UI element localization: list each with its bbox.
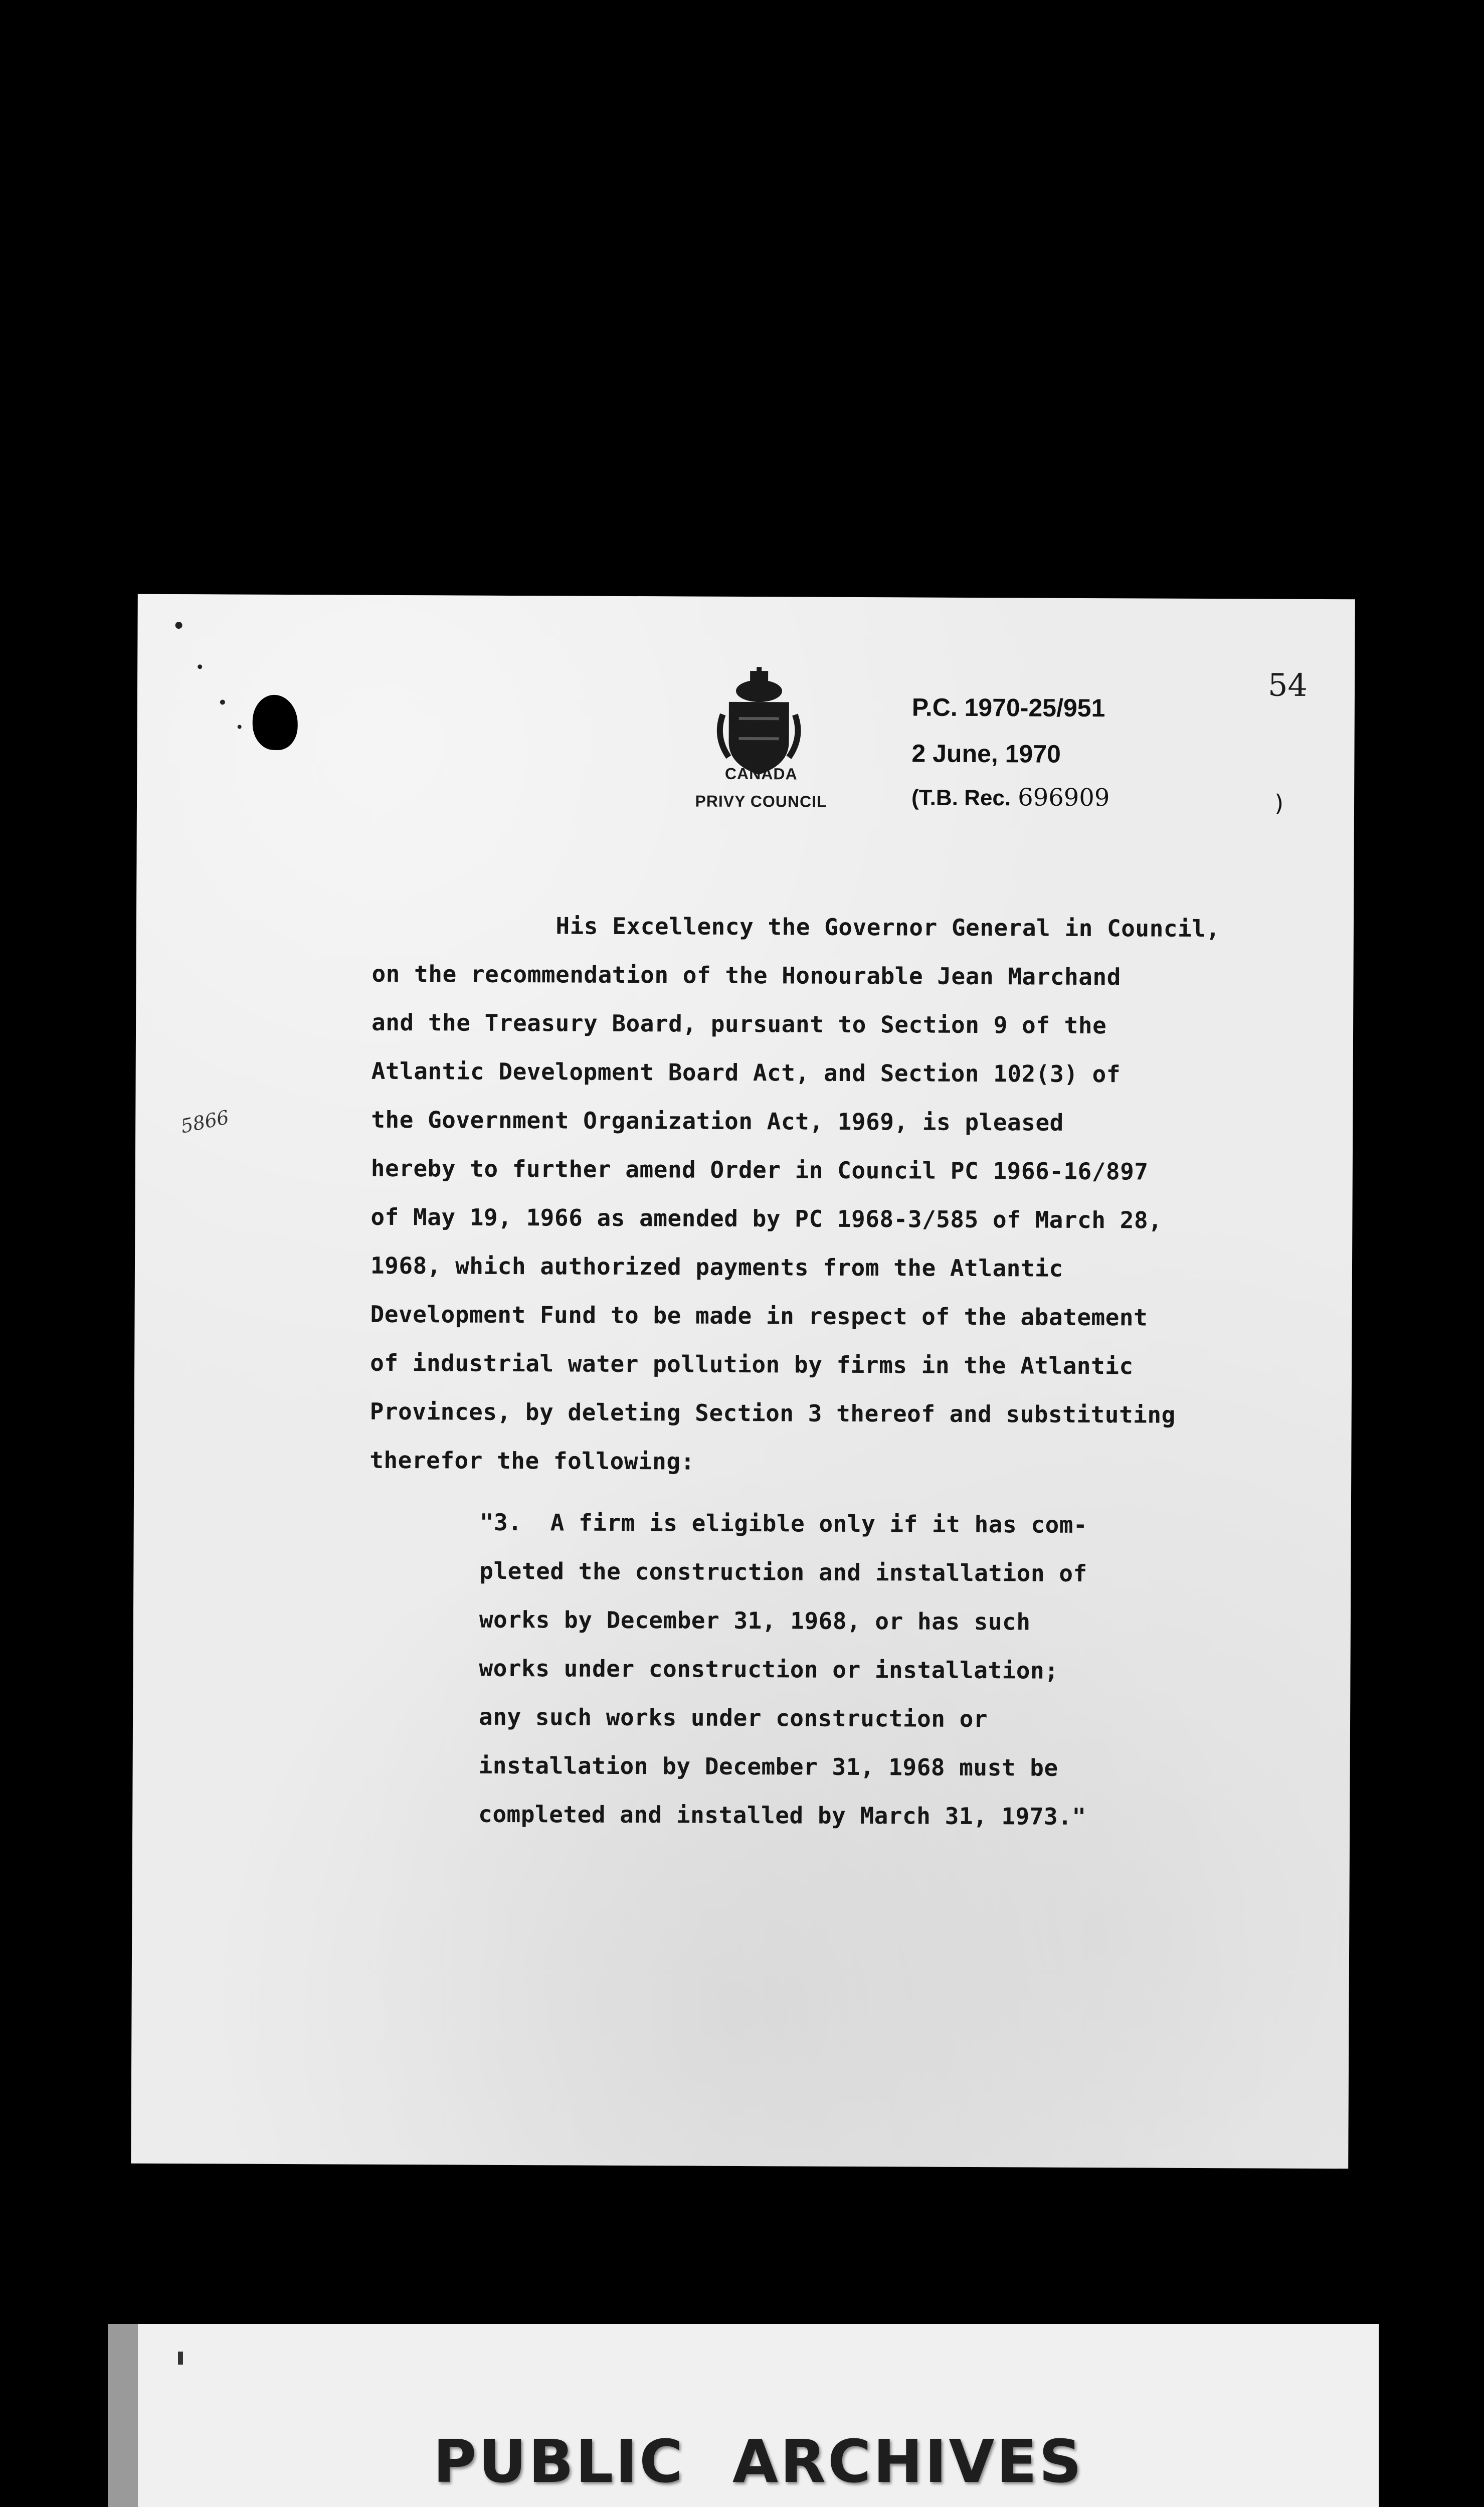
quote-line: pleted the construction and installation of <box>479 1557 1087 1587</box>
body-line: and the Treasury Board, pursuant to Section 9 of the <box>372 1008 1107 1039</box>
tb-number: 696909 <box>1018 783 1110 812</box>
speck <box>198 664 202 669</box>
quote-line: installation by December 31, 1968 must be <box>478 1751 1058 1781</box>
quote-line: completed and installed by March 31, 1973." <box>478 1800 1086 1830</box>
body-line: Atlantic Development Board Act, and Section 102(3) of <box>371 1057 1121 1088</box>
tb-label: (T.B. Rec. <box>911 785 1011 811</box>
tb-closing-paren: ) <box>1272 789 1286 817</box>
speck <box>220 699 225 704</box>
speck <box>175 622 182 629</box>
letterhead-office: PRIVY COUNCIL <box>695 792 827 811</box>
speck <box>238 725 242 729</box>
body-line: Provinces, by deleting Section 3 thereof and substituting <box>369 1397 1176 1428</box>
body-line: His Excellency the Governor General in Council, <box>372 911 1220 943</box>
body-line: Development Fund to be made in respect of the abatement <box>370 1300 1148 1331</box>
punch-hole <box>252 695 297 750</box>
margin-annotation: 5866 <box>178 1106 231 1138</box>
letterhead-country: CANADA <box>724 764 798 783</box>
order-date: 2 June, 1970 <box>911 739 1061 768</box>
body-line: of May 19, 1966 as amended by PC 1968-3/585 of March 28, <box>370 1203 1163 1234</box>
tb-reference <box>911 783 1110 812</box>
stamp-speck <box>178 2352 183 2365</box>
body-line: hereby to further amend Order in Council PC 1966-16/897 <box>370 1154 1149 1185</box>
order-body <box>369 901 1264 1489</box>
document-page <box>131 594 1355 2169</box>
stamp-public-archives: PUBLIC ARCHIVES <box>433 2427 1084 2496</box>
quote-line: any such works under construction or <box>478 1703 988 1733</box>
body-line: therefor the following: <box>369 1446 695 1475</box>
body-line: the Government Organization Act, 1969, is pleased <box>371 1106 1064 1136</box>
archive-stamp <box>108 2324 1379 2507</box>
quote-line: works under construction or installation; <box>479 1654 1059 1684</box>
body-line: 1968, which authorized payments from the Atlantic <box>370 1251 1063 1282</box>
quote-line: works by December 31, 1968, or has such <box>479 1605 1031 1636</box>
amended-section-quote <box>478 1498 1252 1842</box>
body-line: of industrial water pollution by firms in the Atlantic <box>370 1349 1134 1380</box>
page-number: 54 <box>1267 666 1308 703</box>
pc-number: P.C. 1970-25/951 <box>911 693 1105 723</box>
canada-coat-of-arms-icon <box>708 667 809 813</box>
quote-line: "3. A firm is eligible only if it has com- <box>479 1508 1088 1539</box>
body-line: on the recommendation of the Honourable Jean Marchand <box>372 960 1121 991</box>
